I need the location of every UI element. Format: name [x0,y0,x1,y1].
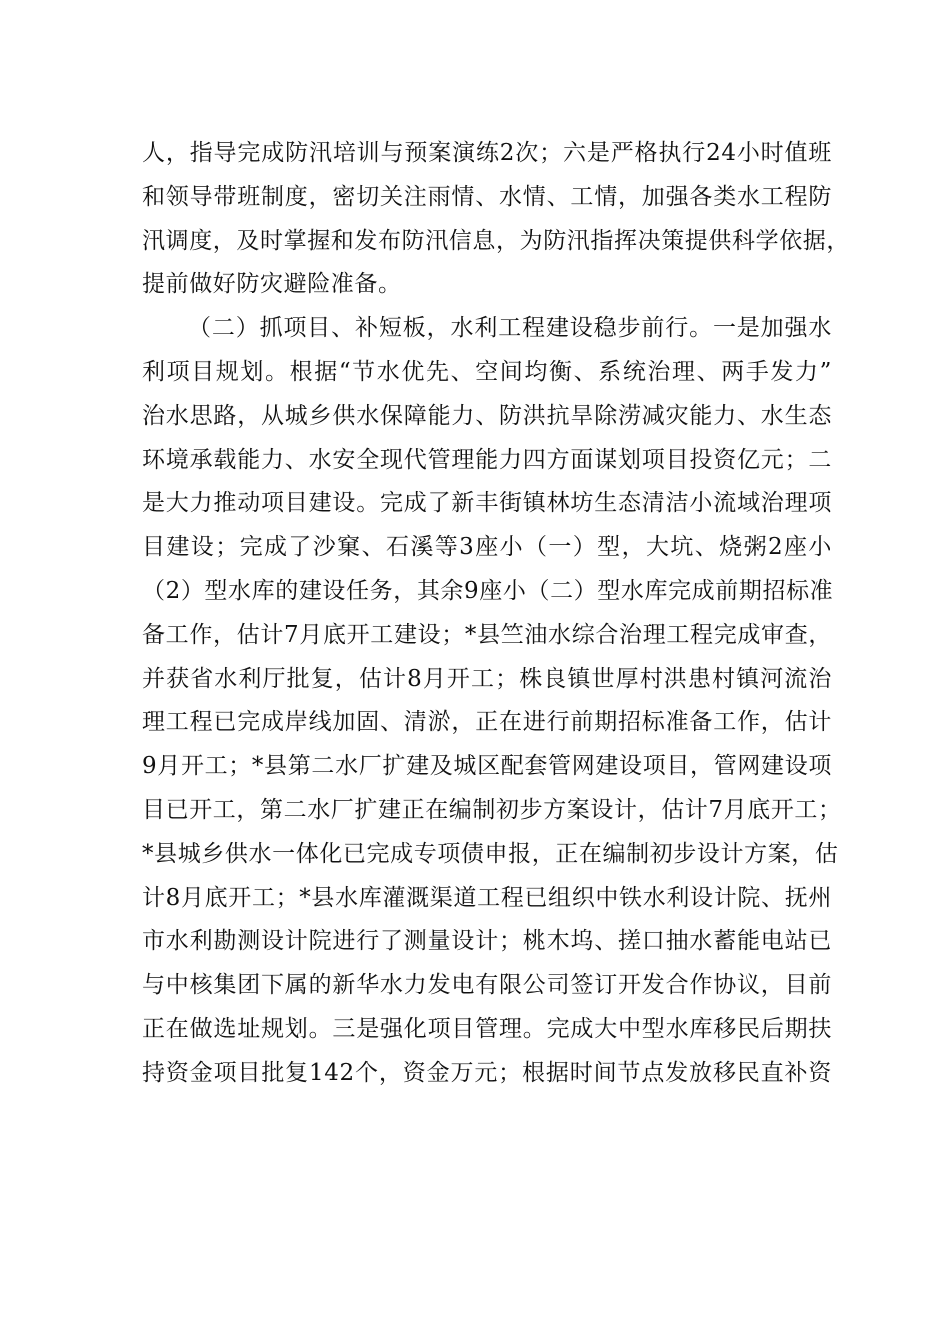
text-line: 正在做选址规划。三是强化项目管理。完成大中型水库移民后期扶 [142,1015,832,1042]
text-line: 治水思路，从城乡供水保障能力、防洪抗旱除涝减灾能力、水生态 [142,402,832,429]
text-line: 市水利勘测设计院进行了测量设计；桃木坞、搓口抽水蓄能电站已 [142,928,832,955]
text-line: 目建设；完成了沙窠、石溪等3座小（一）型，大坑、烧粥2座小 [142,534,832,561]
section-heading-line: （二）抓项目、补短板，水利工程建设稳步前行。一是加强水 [188,315,832,342]
text-line: 利项目规划。根据“节水优先、空间均衡、系统治理、两手发力” [142,358,832,385]
text-line: 提前做好防灾避险准备。 [142,271,402,298]
text-line: 并获省水利厅批复，估计8月开工；株良镇世厚村洪患村镇河流治 [142,665,832,692]
text-line: 计8月底开工；*县水库灌溉渠道工程已组织中铁水利设计院、抚州 [142,884,832,911]
text-line: 人，指导完成防汛培训与预案演练2次；六是严格执行24小时值班 [142,140,832,166]
text-line: 与中核集团下属的新华水力发电有限公司签订开发合作协议，目前 [142,972,832,999]
text-line: 环境承载能力、水安全现代管理能力四方面谋划项目投资亿元；二 [142,446,832,473]
text-line: 汛调度，及时掌握和发布防汛信息，为防汛指挥决策提供科学依据， [142,227,850,254]
text-line: 持资金项目批复142个，资金万元；根据时间节点发放移民直补资 [142,1059,832,1086]
text-line: 备工作，估计7月底开工建设；*县竺油水综合治理工程完成审查， [142,621,832,648]
text-line: （2）型水库的建设任务，其余9座小（二）型水库完成前期招标准 [142,577,834,604]
text-line: 9月开工；*县第二水厂扩建及城区配套管网建设项目，管网建设项 [142,753,832,780]
text-line: *县城乡供水一体化已完成专项债申报，正在编制初步设计方案，估 [142,840,839,867]
text-line: 理工程已完成岸线加固、清淤，正在进行前期招标准备工作，估计 [142,709,832,736]
text-line: 目已开工，第二水厂扩建正在编制初步方案设计，估计7月底开工； [142,796,842,823]
text-line: 和领导带班制度，密切关注雨情、水情、工情，加强各类水工程防 [142,183,832,210]
body-text [142,132,850,1096]
text-line: 是大力推动项目建设。完成了新丰街镇林坊生态清洁小流域治理项 [142,490,832,517]
